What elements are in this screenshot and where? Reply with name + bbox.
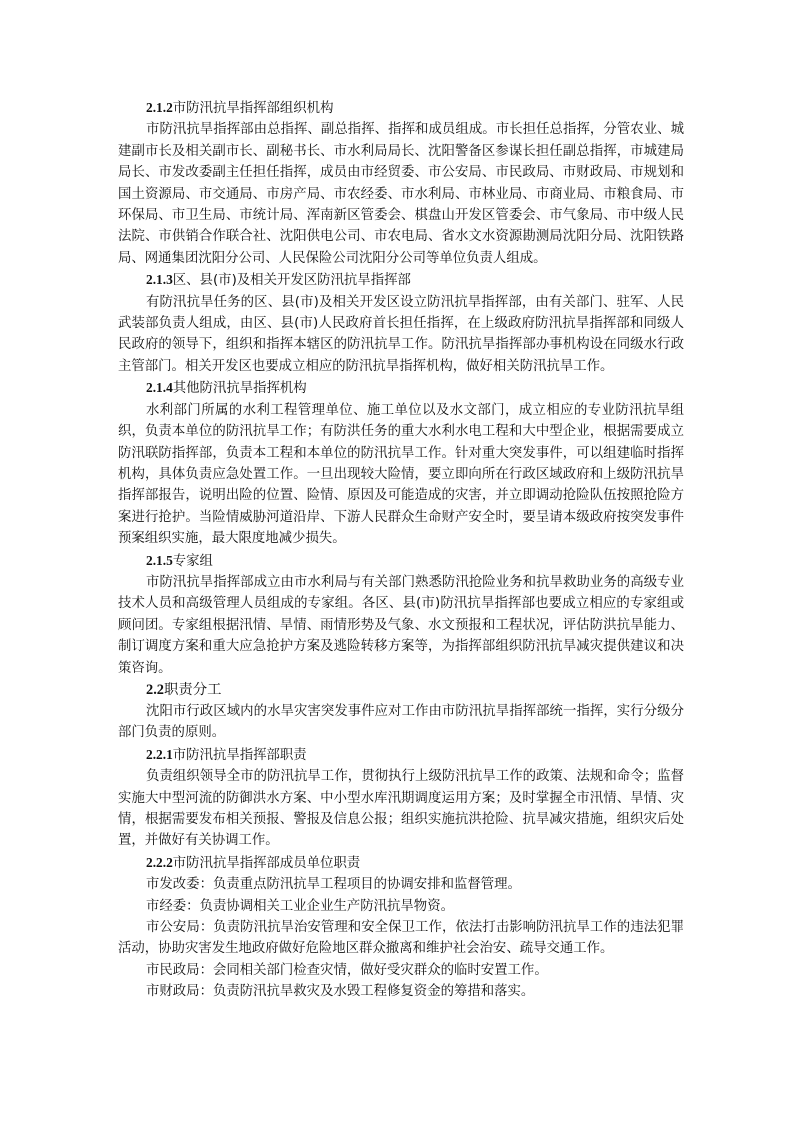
section-title: 区、县(市)及相关开发区防汛抗旱指挥部 — [172, 273, 411, 289]
duty-unit: 市经委 — [146, 898, 187, 914]
heading-2-1-3 — [118, 269, 684, 291]
section-title: 市防汛抗旱指挥部职责 — [172, 747, 307, 763]
heading-2-1-5 — [118, 550, 684, 572]
section-title: 市防汛抗旱指挥部成员单位职责 — [172, 855, 361, 871]
duty-text: 会同相关部门检查灾情，做好受灾群众的临时安置工作。 — [212, 962, 548, 978]
heading-2-1-2 — [118, 97, 684, 119]
paragraph-2-1-3: 有防汛抗旱任务的区、县(市)及相关开发区设立防汛抗旱指挥部，由有关部门、驻军、人民武装部负责人组成，由区、县(市)人民政府首长担任指挥，在上级政府防汛抗旱指挥部和同级人民政府的领导下，组织和指挥本辖区的防汛抗旱工作。防汛抗旱指挥部办事机构设在同级水行政主管部门。相关开发区也要成立相应的防汛抗旱指挥机构，做好相关防汛抗旱工作。 — [118, 294, 684, 374]
duty-text: 负责防汛抗旱救灾及水毁工程修复资金的筹措和落实。 — [212, 984, 535, 1000]
duty-item: 市经委：负责协调相关工业企业生产防汛抗旱物资。 — [146, 898, 454, 914]
section-number: 2.1.2 — [146, 100, 173, 115]
document-page — [118, 97, 684, 1003]
duty-unit: 市公安局 — [146, 920, 200, 936]
section-number: 2.1.5 — [146, 552, 173, 568]
heading-2-1-4 — [118, 377, 684, 399]
duty-item: 市财政局：负责防汛抗旱救灾及水毁工程修复资金的筹措和落实。 — [146, 984, 535, 1000]
section-number: 2.2.1 — [146, 746, 173, 762]
section-number: 2.2 — [146, 681, 164, 698]
duty-unit: 市发改委 — [146, 877, 200, 893]
section-number: 2.1.4 — [146, 380, 173, 396]
paragraph-2-2-1: 负责组织领导全市的防汛抗旱工作，贯彻执行上级防汛抗旱工作的政策、法规和命令；监督实施大中型河流的防御洪水方案、中小型水库汛期调度运用方案；及时掌握全市汛情、旱情、灾情，根据需要发布相关预报、警报及信息公报；组织实施抗洪抢险、抗旱减灾措施，组织灾后处置，并做好有关协调工作。 — [118, 769, 684, 849]
paragraph-2-1-5: 市防汛抗旱指挥部成立由市水利局与有关部门熟悉防汛抢险业务和抗旱救助业务的高级专业技术人员和高级管理人员组成的专家组。各区、县(市)防汛抗旱指挥部也要成立相应的专家组或顾问团。专家组根据汛情、旱情、雨情形势及气象、水文预报和工程状况，评估防洪抗旱能力、制订调度方案和重大应急抢护方案及逃险转移方案等，为指挥部组织防汛抗旱减灾提供建议和决策咨询。 — [118, 574, 684, 676]
paragraph-2-1-4: 水利部门所属的水利工程管理单位、施工单位以及水文部门，成立相应的专业防汛抗旱组织，负责本单位的防汛抗旱工作；有防洪任务的重大水利水电工程和大中型企业，根据需要成立防汛联防指挥部，负责本工程和本单位的防汛抗旱工作。针对重大突发事件，可以组建临时指挥机构，具体负责应急处置工作。一旦出现较大险情，要立即向所在行政区域政府和上级防汛抗旱指挥部报告，说明出险的位置、险情、原因及可能造成的灾害，并立即调动抢险队伍按照抢险方案进行抢护。当险情威胁河道沿岸、下游人民群众生命财产安全时，要呈请本级政府按突发事件预案组织实施，最大限度地减少损失。 — [118, 402, 684, 547]
heading-2-2-2 — [118, 852, 684, 874]
duty-item: 市民政局：会同相关部门检查灾情，做好受灾群众的临时安置工作。 — [146, 962, 548, 978]
heading-2-2 — [118, 679, 684, 701]
duty-item: 市发改委：负责重点防汛抗旱工程项目的协调安排和监督管理。 — [146, 877, 521, 893]
duty-unit: 市民政局 — [146, 962, 200, 978]
duty-text: 负责重点防汛抗旱工程项目的协调安排和监督管理。 — [212, 877, 521, 893]
duty-text: 负责防汛抗旱治安管理和安全保卫工作，依法打击影响防汛抗旱工作的违法犯罪活动，协助灾害发生地政府做好危险地区群众撤离和维护社会治安、疏导交通工作。 — [118, 920, 685, 957]
section-title: 其他防汛抗旱指挥机构 — [172, 381, 307, 397]
paragraph-2-1-2: 市防汛抗旱指挥部由总指挥、副总指挥、指挥和成员组成。市长担任总指挥，分管农业、城建副市长及相关副市长、副秘书长、市水利局局长、沈阳警备区参谋长担任副总指挥，市城建局局长、市发改委副主任担任指挥，成员由市经贸委、市公安局、市民政局、市财政局、市规划和国土资源局、市交通局、市房产局、市农经委、市水利局、市林业局、市商业局、市粮食局、市环保局、市卫生局、市统计局、浑南新区管委会、棋盘山开发区管委会、市气象局、市中级人民法院、市供销合作联合社、沈阳供电公司、市农电局、省水文水资源勘测局沈阳分局、沈阳铁路局、网通集团沈阳分公司、人民保险公司沈阳分公司等单位负责人组成。 — [118, 122, 684, 266]
section-title: 职责分工 — [164, 681, 222, 698]
section-number: 2.2.2 — [146, 854, 173, 870]
section-title: 专家组 — [172, 553, 213, 569]
paragraph-2-2: 沈阳市行政区域内的水旱灾害突发事件应对工作由市防汛抗旱指挥部统一指挥，实行分级分部门负责的原则。 — [118, 703, 684, 741]
section-number: 2.1.3 — [146, 272, 173, 288]
section-title: 市防汛抗旱指挥部组织机构 — [172, 101, 334, 116]
duty-unit: 市财政局 — [146, 984, 200, 1000]
duty-text: 负责协调相关工业企业生产防汛抗旱物资。 — [199, 898, 454, 914]
heading-2-2-1 — [118, 744, 684, 766]
duty-item: 市公安局：负责防汛抗旱治安管理和安全保卫工作，依法打击影响防汛抗旱工作的违法犯罪活动，协助灾害发生地政府做好危险地区群众撤离和维护社会治安、疏导交通工作。 — [118, 920, 685, 957]
